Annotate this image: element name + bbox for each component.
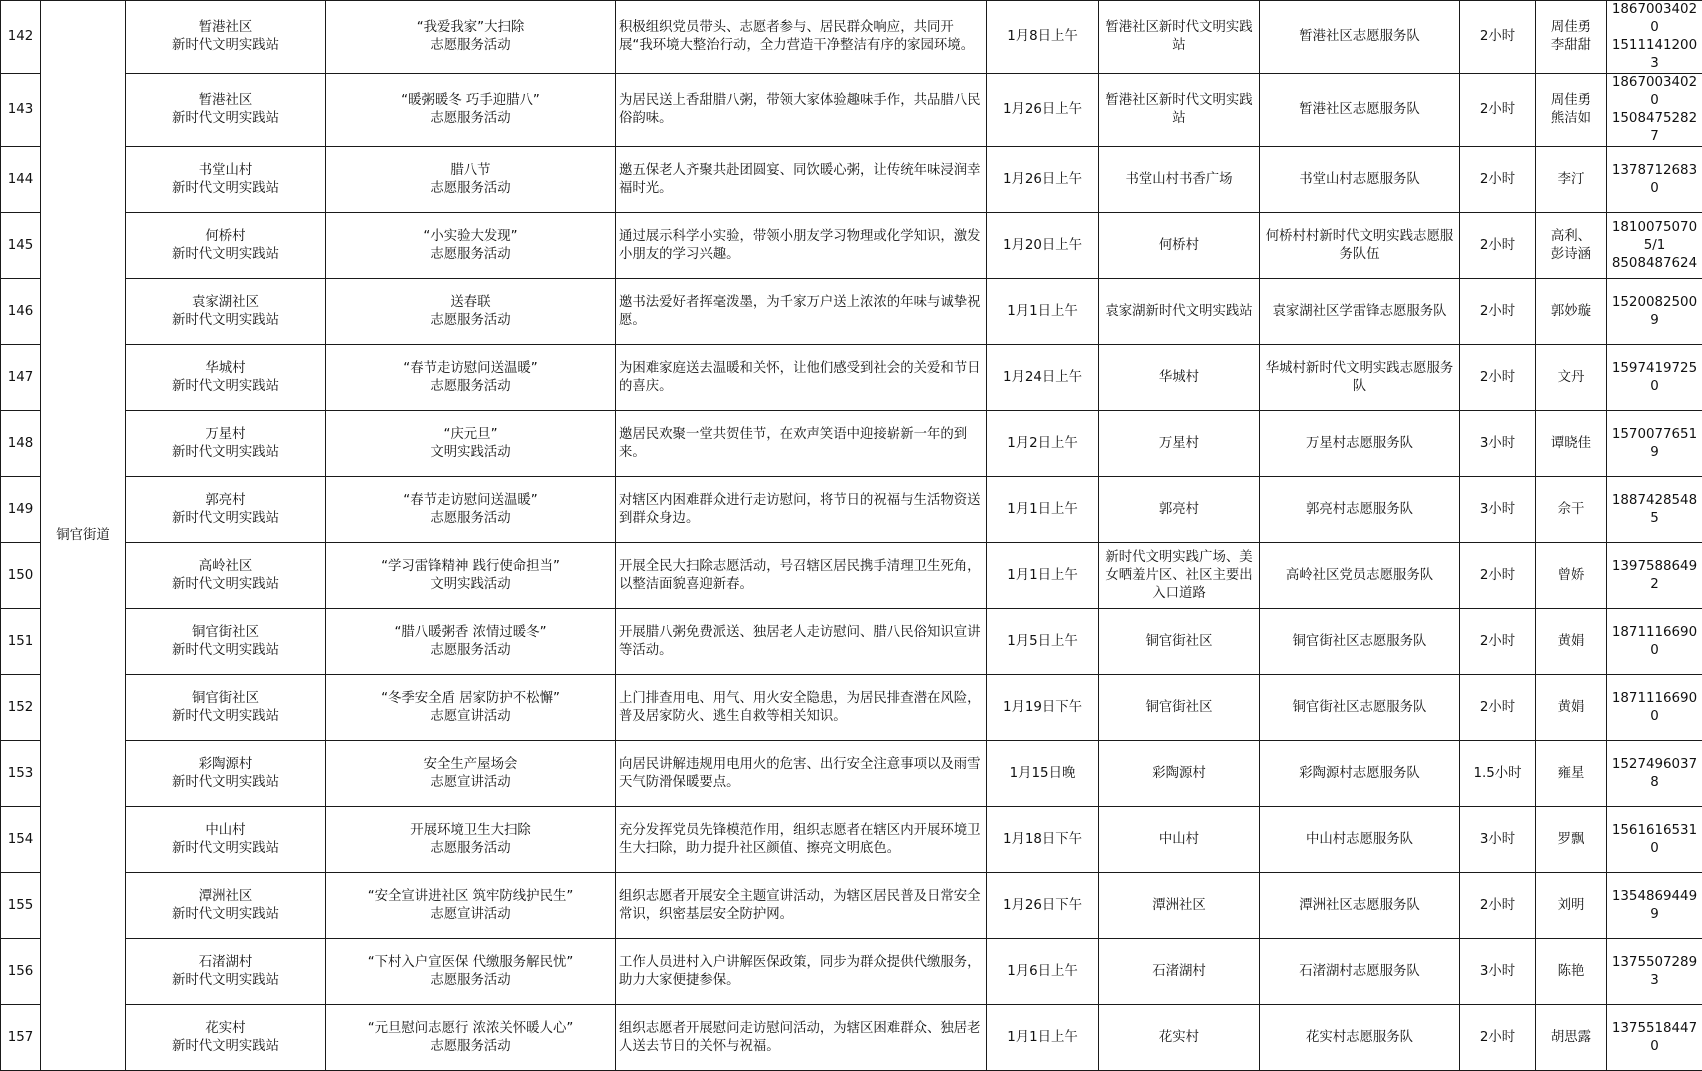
table-row bbox=[1, 279, 1702, 345]
contact-phone: 15200825009 bbox=[1607, 279, 1702, 345]
activity-duration: 2小时 bbox=[1460, 675, 1536, 741]
activity-time: 1月24日上午 bbox=[987, 345, 1099, 411]
activity-duration: 2小时 bbox=[1460, 873, 1536, 939]
activity-name-line: “安全宣讲进社区 筑牢防线护民生” bbox=[329, 888, 612, 906]
station-name bbox=[126, 1005, 326, 1071]
table-row bbox=[1, 609, 1702, 675]
station-name bbox=[126, 543, 326, 609]
activity-time: 1月20日上午 bbox=[987, 213, 1099, 279]
activity-name-line: 志愿宣讲活动 bbox=[329, 906, 612, 924]
service-team: 暂港社区志愿服务队 bbox=[1260, 74, 1460, 147]
table-row bbox=[1, 74, 1702, 147]
station-name-line: 袁家湖社区 bbox=[129, 294, 322, 312]
activity-name-line: 志愿服务活动 bbox=[329, 246, 612, 264]
activity-place: 中山村 bbox=[1099, 807, 1260, 873]
activity-duration: 2小时 bbox=[1460, 345, 1536, 411]
station-name-line: 新时代文明实践站 bbox=[129, 642, 322, 660]
service-team: 中山村志愿服务队 bbox=[1260, 807, 1460, 873]
activity-name-line: 志愿服务活动 bbox=[329, 110, 612, 128]
row-number: 152 bbox=[1, 675, 41, 741]
activity-name bbox=[326, 1005, 616, 1071]
activity-name-line: “暖粥暖冬 巧手迎腊八” bbox=[329, 92, 612, 110]
service-team: 花实村志愿服务队 bbox=[1260, 1005, 1460, 1071]
activity-place: 新时代文明实践广场、美女晒羞片区、社区主要出入口道路 bbox=[1099, 543, 1260, 609]
table-body bbox=[1, 1, 1702, 1071]
contact-phone bbox=[1607, 1, 1702, 74]
row-number: 156 bbox=[1, 939, 41, 1005]
contact-phone: 13755072893 bbox=[1607, 939, 1702, 1005]
contact-person-line: 彭诗涵 bbox=[1539, 246, 1603, 264]
table-row bbox=[1, 939, 1702, 1005]
activity-duration: 2小时 bbox=[1460, 1, 1536, 74]
service-team: 何桥村村新时代文明实践志愿服务队伍 bbox=[1260, 213, 1460, 279]
activity-name-line: 文明实践活动 bbox=[329, 576, 612, 594]
activity-place: 铜官街社区 bbox=[1099, 675, 1260, 741]
activity-name-line: “庆元旦” bbox=[329, 426, 612, 444]
row-number: 147 bbox=[1, 345, 41, 411]
activity-place: 花实村 bbox=[1099, 1005, 1260, 1071]
station-name bbox=[126, 74, 326, 147]
activity-name bbox=[326, 279, 616, 345]
service-team: 铜官街社区志愿服务队 bbox=[1260, 609, 1460, 675]
activity-name bbox=[326, 807, 616, 873]
station-name-line: 华城村 bbox=[129, 360, 322, 378]
contact-person-line: 熊洁如 bbox=[1539, 110, 1603, 128]
activity-name-line: 开展环境卫生大扫除 bbox=[329, 822, 612, 840]
activity-name-line: 志愿服务活动 bbox=[329, 972, 612, 990]
activity-time: 1月26日上午 bbox=[987, 74, 1099, 147]
row-number: 150 bbox=[1, 543, 41, 609]
activity-name-line: 安全生产屋场会 bbox=[329, 756, 612, 774]
contact-phone-line: 15084752827 bbox=[1610, 110, 1699, 146]
activity-name bbox=[326, 1, 616, 74]
activity-time: 1月5日上午 bbox=[987, 609, 1099, 675]
row-number: 154 bbox=[1, 807, 41, 873]
activity-name bbox=[326, 213, 616, 279]
contact-person: 雍星 bbox=[1536, 741, 1607, 807]
station-name-line: 铜官街社区 bbox=[129, 624, 322, 642]
activity-name-line: 志愿服务活动 bbox=[329, 840, 612, 858]
contact-phone: 18711166900 bbox=[1607, 675, 1702, 741]
station-name-line: 郭亮村 bbox=[129, 492, 322, 510]
station-name-line: 新时代文明实践站 bbox=[129, 312, 322, 330]
contact-phone-line: 18100750705/1 bbox=[1610, 219, 1699, 255]
row-number: 146 bbox=[1, 279, 41, 345]
station-name-line: 新时代文明实践站 bbox=[129, 972, 322, 990]
activity-place: 石渚湖村 bbox=[1099, 939, 1260, 1005]
station-name-line: 新时代文明实践站 bbox=[129, 180, 322, 198]
activity-time: 1月2日上午 bbox=[987, 411, 1099, 477]
station-name bbox=[126, 873, 326, 939]
activity-duration: 2小时 bbox=[1460, 279, 1536, 345]
activity-name bbox=[326, 741, 616, 807]
service-team: 万星村志愿服务队 bbox=[1260, 411, 1460, 477]
table-row bbox=[1, 675, 1702, 741]
activity-content: 充分发挥党员先锋模范作用，组织志愿者在辖区内开展环境卫生大扫除，助力提升社区颜值、擦亮文明底色。 bbox=[616, 807, 987, 873]
contact-person bbox=[1536, 213, 1607, 279]
activity-name-line: “学习雷锋精神 践行使命担当” bbox=[329, 558, 612, 576]
contact-phone: 18711166900 bbox=[1607, 609, 1702, 675]
service-team: 石渚湖村志愿服务队 bbox=[1260, 939, 1460, 1005]
activity-place: 潭洲社区 bbox=[1099, 873, 1260, 939]
activity-place: 暂港社区新时代文明实践站 bbox=[1099, 74, 1260, 147]
row-number: 149 bbox=[1, 477, 41, 543]
activity-time: 1月1日上午 bbox=[987, 477, 1099, 543]
activity-content: 对辖区内困难群众进行走访慰问，将节日的祝福与生活物资送到群众身边。 bbox=[616, 477, 987, 543]
activity-name-line: 志愿宣讲活动 bbox=[329, 708, 612, 726]
service-team: 潭洲社区志愿服务队 bbox=[1260, 873, 1460, 939]
activity-name bbox=[326, 147, 616, 213]
activity-name bbox=[326, 477, 616, 543]
activity-place: 彩陶源村 bbox=[1099, 741, 1260, 807]
activity-content: 上门排查用电、用气、用火安全隐患，为居民排查潜在风险，普及居家防火、逃生自救等相关知识。 bbox=[616, 675, 987, 741]
activity-content: 邀五保老人齐聚共赴团圆宴、同饮暖心粥，让传统年味浸润幸福时光。 bbox=[616, 147, 987, 213]
activity-content: 为居民送上香甜腊八粥，带领大家体验趣味手作，共品腊八民俗韵味。 bbox=[616, 74, 987, 147]
activity-place: 郭亮村 bbox=[1099, 477, 1260, 543]
service-team: 暂港社区志愿服务队 bbox=[1260, 1, 1460, 74]
activity-time: 1月15日晚 bbox=[987, 741, 1099, 807]
station-name bbox=[126, 939, 326, 1005]
activity-name bbox=[326, 411, 616, 477]
service-team: 袁家湖社区学雷锋志愿服务队 bbox=[1260, 279, 1460, 345]
station-name-line: 新时代文明实践站 bbox=[129, 774, 322, 792]
activity-name bbox=[326, 543, 616, 609]
station-name bbox=[126, 147, 326, 213]
contact-phone-line: 8508487624 bbox=[1610, 255, 1699, 273]
station-name-line: 新时代文明实践站 bbox=[129, 246, 322, 264]
station-name-line: 何桥村 bbox=[129, 228, 322, 246]
activity-content: 组织志愿者开展安全主题宣讲活动，为辖区居民普及日常安全常识，织密基层安全防护网。 bbox=[616, 873, 987, 939]
contact-phone: 15616165310 bbox=[1607, 807, 1702, 873]
activity-time: 1月8日上午 bbox=[987, 1, 1099, 74]
activity-name-line: “元旦慰问志愿行 浓浓关怀暖人心” bbox=[329, 1020, 612, 1038]
row-number: 157 bbox=[1, 1005, 41, 1071]
contact-person-line: 周佳勇 bbox=[1539, 19, 1603, 37]
activity-duration: 2小时 bbox=[1460, 213, 1536, 279]
contact-phone: 15974197250 bbox=[1607, 345, 1702, 411]
activity-name-line: “小实验大发现” bbox=[329, 228, 612, 246]
activity-duration: 2小时 bbox=[1460, 609, 1536, 675]
station-name-line: 新时代文明实践站 bbox=[129, 510, 322, 528]
contact-person: 郭妙璇 bbox=[1536, 279, 1607, 345]
table-row bbox=[1, 1005, 1702, 1071]
contact-person: 刘明 bbox=[1536, 873, 1607, 939]
station-name-line: 石渚湖村 bbox=[129, 954, 322, 972]
activity-duration: 3小时 bbox=[1460, 939, 1536, 1005]
contact-phone-line: 15111412003 bbox=[1610, 37, 1699, 73]
activity-name-line: 文明实践活动 bbox=[329, 444, 612, 462]
station-name-line: 暂港社区 bbox=[129, 92, 322, 110]
contact-person: 黄娟 bbox=[1536, 609, 1607, 675]
activity-place: 铜官街社区 bbox=[1099, 609, 1260, 675]
activity-place: 万星村 bbox=[1099, 411, 1260, 477]
activity-content: 积极组织党员带头、志愿者参与、居民群众响应，共同开展“我环境大整治行动，全力营造干净整洁有序的家园环境。 bbox=[616, 1, 987, 74]
station-name-line: 暂港社区 bbox=[129, 19, 322, 37]
activity-name-line: 志愿宣讲活动 bbox=[329, 774, 612, 792]
service-team: 华城村新时代文明实践志愿服务队 bbox=[1260, 345, 1460, 411]
contact-phone: 13548694499 bbox=[1607, 873, 1702, 939]
activity-name-line: “春节走访慰问送温暖” bbox=[329, 492, 612, 510]
contact-phone: 18874285485 bbox=[1607, 477, 1702, 543]
row-number: 142 bbox=[1, 1, 41, 74]
table-row bbox=[1, 345, 1702, 411]
contact-phone: 15274960378 bbox=[1607, 741, 1702, 807]
service-team: 彩陶源村志愿服务队 bbox=[1260, 741, 1460, 807]
contact-person: 佘干 bbox=[1536, 477, 1607, 543]
street-name: 铜官街道 bbox=[41, 1, 126, 1071]
activity-name-line: “春节走访慰问送温暖” bbox=[329, 360, 612, 378]
activity-duration: 3小时 bbox=[1460, 411, 1536, 477]
activity-time: 1月26日下午 bbox=[987, 873, 1099, 939]
station-name bbox=[126, 807, 326, 873]
contact-person-line: 李甜甜 bbox=[1539, 37, 1603, 55]
activity-content: 通过展示科学小实验，带领小朋友学习物理或化学知识，激发小朋友的学习兴趣。 bbox=[616, 213, 987, 279]
contact-phone: 13975886492 bbox=[1607, 543, 1702, 609]
contact-phone: 13787126830 bbox=[1607, 147, 1702, 213]
station-name bbox=[126, 741, 326, 807]
contact-person: 文丹 bbox=[1536, 345, 1607, 411]
activity-time: 1月26日上午 bbox=[987, 147, 1099, 213]
station-name-line: 新时代文明实践站 bbox=[129, 444, 322, 462]
contact-phone-line: 18670034020 bbox=[1610, 1, 1699, 37]
activity-name-line: 送春联 bbox=[329, 294, 612, 312]
activity-content: 组织志愿者开展慰问走访慰问活动，为辖区困难群众、独居老人送去节日的关怀与祝福。 bbox=[616, 1005, 987, 1071]
service-team: 高岭社区党员志愿服务队 bbox=[1260, 543, 1460, 609]
station-name-line: 新时代文明实践站 bbox=[129, 378, 322, 396]
activity-name-line: “腊八暖粥香 浓情过暖冬” bbox=[329, 624, 612, 642]
station-name bbox=[126, 477, 326, 543]
station-name bbox=[126, 411, 326, 477]
station-name-line: 彩陶源村 bbox=[129, 756, 322, 774]
contact-person: 曾娇 bbox=[1536, 543, 1607, 609]
activity-name-line: 志愿服务活动 bbox=[329, 180, 612, 198]
activity-name bbox=[326, 675, 616, 741]
station-name-line: 新时代文明实践站 bbox=[129, 110, 322, 128]
activity-content: 开展全民大扫除志愿活动，号召辖区居民携手清理卫生死角，以整洁面貌喜迎新春。 bbox=[616, 543, 987, 609]
station-name-line: 新时代文明实践站 bbox=[129, 576, 322, 594]
contact-person bbox=[1536, 74, 1607, 147]
table-row bbox=[1, 741, 1702, 807]
activity-duration: 2小时 bbox=[1460, 543, 1536, 609]
activity-place: 袁家湖新时代文明实践站 bbox=[1099, 279, 1260, 345]
activity-name-line: “冬季安全盾 居家防护不松懈” bbox=[329, 690, 612, 708]
service-team: 郭亮村志愿服务队 bbox=[1260, 477, 1460, 543]
station-name-line: 花实村 bbox=[129, 1020, 322, 1038]
activity-name-line: 志愿服务活动 bbox=[329, 312, 612, 330]
table-row bbox=[1, 411, 1702, 477]
activity-name-line: 志愿服务活动 bbox=[329, 510, 612, 528]
station-name-line: 中山村 bbox=[129, 822, 322, 840]
station-name bbox=[126, 345, 326, 411]
row-number: 155 bbox=[1, 873, 41, 939]
contact-person: 陈艳 bbox=[1536, 939, 1607, 1005]
station-name bbox=[126, 1, 326, 74]
station-name bbox=[126, 213, 326, 279]
activity-time: 1月1日上午 bbox=[987, 1005, 1099, 1071]
service-team: 书堂山村志愿服务队 bbox=[1260, 147, 1460, 213]
row-number: 151 bbox=[1, 609, 41, 675]
activity-place: 书堂山村书香广场 bbox=[1099, 147, 1260, 213]
activity-content: 邀居民欢聚一堂共贺佳节，在欢声笑语中迎接崭新一年的到来。 bbox=[616, 411, 987, 477]
service-team: 铜官街社区志愿服务队 bbox=[1260, 675, 1460, 741]
station-name-line: 高岭社区 bbox=[129, 558, 322, 576]
contact-person: 胡思露 bbox=[1536, 1005, 1607, 1071]
activity-duration: 2小时 bbox=[1460, 1005, 1536, 1071]
table-row bbox=[1, 873, 1702, 939]
activity-name bbox=[326, 74, 616, 147]
activity-time: 1月6日上午 bbox=[987, 939, 1099, 1005]
table-row bbox=[1, 543, 1702, 609]
contact-phone: 15700776519 bbox=[1607, 411, 1702, 477]
activity-name-line: “下村入户宣医保 代缴服务解民忧” bbox=[329, 954, 612, 972]
activity-content: 为困难家庭送去温暖和关怀，让他们感受到社会的关爱和节日的喜庆。 bbox=[616, 345, 987, 411]
activity-name-line: 志愿服务活动 bbox=[329, 378, 612, 396]
activity-place: 何桥村 bbox=[1099, 213, 1260, 279]
row-number: 153 bbox=[1, 741, 41, 807]
contact-phone-line: 18670034020 bbox=[1610, 74, 1699, 110]
activity-time: 1月18日下午 bbox=[987, 807, 1099, 873]
activity-name bbox=[326, 939, 616, 1005]
activity-duration: 3小时 bbox=[1460, 807, 1536, 873]
station-name bbox=[126, 279, 326, 345]
table-row bbox=[1, 477, 1702, 543]
activity-content: 工作人员进村入户讲解医保政策，同步为群众提供代缴服务，助力大家便捷参保。 bbox=[616, 939, 987, 1005]
contact-person: 黄娟 bbox=[1536, 675, 1607, 741]
activity-content: 向居民讲解违规用电用火的危害、出行安全注意事项以及雨雪天气防滑保暖要点。 bbox=[616, 741, 987, 807]
contact-phone bbox=[1607, 74, 1702, 147]
activity-place: 暂港社区新时代文明实践站 bbox=[1099, 1, 1260, 74]
activity-name-line: “我爱我家”大扫除 bbox=[329, 19, 612, 37]
station-name-line: 书堂山村 bbox=[129, 162, 322, 180]
station-name-line: 潭洲社区 bbox=[129, 888, 322, 906]
contact-person: 罗飘 bbox=[1536, 807, 1607, 873]
table-row bbox=[1, 1, 1702, 74]
contact-person: 谭晓佳 bbox=[1536, 411, 1607, 477]
activity-name-line: 志愿服务活动 bbox=[329, 642, 612, 660]
row-number: 145 bbox=[1, 213, 41, 279]
station-name-line: 新时代文明实践站 bbox=[129, 840, 322, 858]
activity-name-line: 志愿服务活动 bbox=[329, 37, 612, 55]
contact-person-line: 高利、 bbox=[1539, 228, 1603, 246]
activity-duration: 2小时 bbox=[1460, 147, 1536, 213]
contact-person: 李汀 bbox=[1536, 147, 1607, 213]
station-name-line: 新时代文明实践站 bbox=[129, 1038, 322, 1056]
table-row bbox=[1, 807, 1702, 873]
activity-name-line: 志愿服务活动 bbox=[329, 1038, 612, 1056]
activity-name bbox=[326, 609, 616, 675]
activity-name bbox=[326, 345, 616, 411]
table-row bbox=[1, 213, 1702, 279]
activity-content: 开展腊八粥免费派送、独居老人走访慰问、腊八民俗知识宣讲等活动。 bbox=[616, 609, 987, 675]
station-name-line: 铜官街社区 bbox=[129, 690, 322, 708]
contact-phone: 13755184470 bbox=[1607, 1005, 1702, 1071]
activity-time: 1月1日上午 bbox=[987, 543, 1099, 609]
station-name bbox=[126, 609, 326, 675]
row-number: 143 bbox=[1, 74, 41, 147]
contact-person bbox=[1536, 1, 1607, 74]
station-name-line: 万星村 bbox=[129, 426, 322, 444]
station-name-line: 新时代文明实践站 bbox=[129, 708, 322, 726]
contact-phone bbox=[1607, 213, 1702, 279]
activity-name bbox=[326, 873, 616, 939]
activity-time: 1月19日下午 bbox=[987, 675, 1099, 741]
activity-duration: 1.5小时 bbox=[1460, 741, 1536, 807]
table-row bbox=[1, 147, 1702, 213]
row-number: 148 bbox=[1, 411, 41, 477]
activity-time: 1月1日上午 bbox=[987, 279, 1099, 345]
activity-content: 邀书法爱好者挥毫泼墨，为千家万户送上浓浓的年味与诚挚祝愿。 bbox=[616, 279, 987, 345]
activity-place: 华城村 bbox=[1099, 345, 1260, 411]
activity-duration: 2小时 bbox=[1460, 74, 1536, 147]
station-name-line: 新时代文明实践站 bbox=[129, 37, 322, 55]
station-name bbox=[126, 675, 326, 741]
activity-name-line: 腊八节 bbox=[329, 162, 612, 180]
activity-duration: 3小时 bbox=[1460, 477, 1536, 543]
contact-person-line: 周佳勇 bbox=[1539, 92, 1603, 110]
row-number: 144 bbox=[1, 147, 41, 213]
station-name-line: 新时代文明实践站 bbox=[129, 906, 322, 924]
